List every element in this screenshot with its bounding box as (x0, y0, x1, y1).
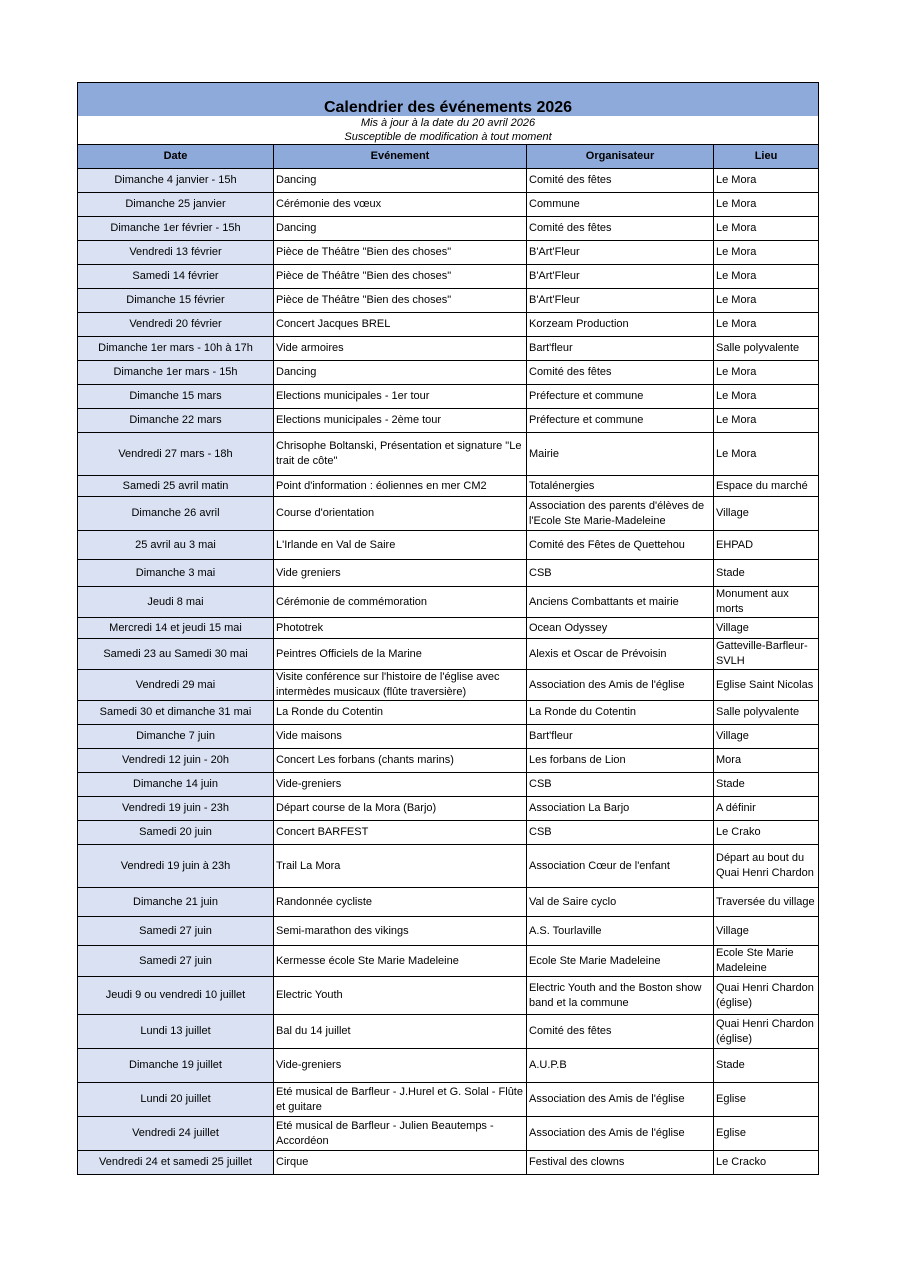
cell-place: Le Mora (714, 409, 819, 433)
cell-organizer: Ocean Odyssey (527, 618, 714, 639)
cell-organizer: A.U.P.B (527, 1049, 714, 1083)
cell-date: Dimanche 26 avril (78, 497, 274, 531)
cell-event: Dancing (274, 169, 527, 193)
cell-organizer: Commune (527, 193, 714, 217)
cell-date: Samedi 27 juin (78, 917, 274, 946)
cell-event: Dancing (274, 361, 527, 385)
cell-event: Phototrek (274, 618, 527, 639)
cell-organizer: Association La Barjo (527, 797, 714, 821)
cell-date: Samedi 25 avril matin (78, 476, 274, 497)
table-row (78, 433, 819, 476)
cell-date: Dimanche 1er mars - 15h (78, 361, 274, 385)
cell-event: Chrisophe Boltanski, Présentation et signature "Le trait de côte" (274, 433, 527, 476)
cell-event: Semi-marathon des vikings (274, 917, 527, 946)
cell-event: Pièce de Théâtre "Bien des choses" (274, 265, 527, 289)
header-date: Date (78, 145, 274, 169)
cell-place: Village (714, 917, 819, 946)
cell-date: Samedi 30 et dimanche 31 mai (78, 701, 274, 725)
cell-organizer: Val de Saire cyclo (527, 888, 714, 917)
calendar-title: Calendrier des événements 2026 (78, 83, 819, 117)
cell-place: Espace du marché (714, 476, 819, 497)
cell-date: Vendredi 12 juin - 20h (78, 749, 274, 773)
table-row (78, 193, 819, 217)
table-row (78, 265, 819, 289)
cell-event: Concert Jacques BREL (274, 313, 527, 337)
cell-place: Le Mora (714, 169, 819, 193)
table-row (78, 701, 819, 725)
table-row (78, 169, 819, 193)
cell-place: Le Cracko (714, 1151, 819, 1175)
cell-place: Le Mora (714, 313, 819, 337)
cell-organizer: A.S. Tourlaville (527, 917, 714, 946)
cell-place: Stade (714, 1049, 819, 1083)
cell-event: L'Irlande en Val de Saire (274, 531, 527, 560)
cell-organizer: B'Art'Fleur (527, 289, 714, 313)
cell-organizer: Association des Amis de l'église (527, 1083, 714, 1117)
cell-event: Peintres Officiels de la Marine (274, 639, 527, 670)
cell-date: Vendredi 29 mai (78, 670, 274, 701)
header-organizer: Organisateur (527, 145, 714, 169)
cell-place: Eglise (714, 1117, 819, 1151)
table-row (78, 670, 819, 701)
cell-event: Vide-greniers (274, 1049, 527, 1083)
cell-event: Vide armoires (274, 337, 527, 361)
cell-organizer: Association Cœur de l'enfant (527, 845, 714, 888)
cell-event: Vide-greniers (274, 773, 527, 797)
cell-event: Cérémonie des vœux (274, 193, 527, 217)
cell-date: Samedi 23 au Samedi 30 mai (78, 639, 274, 670)
table-row (78, 497, 819, 531)
cell-date: Dimanche 22 mars (78, 409, 274, 433)
cell-event: Course d'orientation (274, 497, 527, 531)
cell-date: Jeudi 9 ou vendredi 10 juillet (78, 977, 274, 1015)
cell-date: Vendredi 13 février (78, 241, 274, 265)
table-row (78, 639, 819, 670)
table-row (78, 749, 819, 773)
cell-date: Dimanche 15 mars (78, 385, 274, 409)
cell-place: Quai Henri Chardon (église) (714, 977, 819, 1015)
cell-event: Concert Les forbans (chants marins) (274, 749, 527, 773)
cell-date: Dimanche 4 janvier - 15h (78, 169, 274, 193)
cell-organizer: B'Art'Fleur (527, 265, 714, 289)
table-row (78, 560, 819, 587)
cell-date: Jeudi 8 mai (78, 587, 274, 618)
cell-date: Lundi 13 juillet (78, 1015, 274, 1049)
cell-event: Dancing (274, 217, 527, 241)
cell-organizer: Korzeam Production (527, 313, 714, 337)
cell-event: Electric Youth (274, 977, 527, 1015)
cell-event: Cérémonie de commémoration (274, 587, 527, 618)
cell-organizer: Comité des Fêtes de Quettehou (527, 531, 714, 560)
cell-date: Dimanche 19 juillet (78, 1049, 274, 1083)
cell-event: Cirque (274, 1151, 527, 1175)
table-row (78, 1117, 819, 1151)
cell-organizer: Association des Amis de l'église (527, 1117, 714, 1151)
cell-place: Le Mora (714, 193, 819, 217)
cell-organizer: Comité des fêtes (527, 217, 714, 241)
cell-event: Pièce de Théâtre "Bien des choses" (274, 289, 527, 313)
table-row (78, 845, 819, 888)
table-row (78, 821, 819, 845)
cell-organizer: CSB (527, 773, 714, 797)
table-row (78, 587, 819, 618)
table-row (78, 361, 819, 385)
cell-event: Elections municipales - 2ème tour (274, 409, 527, 433)
cell-event: Départ course de la Mora (Barjo) (274, 797, 527, 821)
table-row (78, 888, 819, 917)
cell-date: Vendredi 19 juin - 23h (78, 797, 274, 821)
cell-place: Départ au bout du Quai Henri Chardon (714, 845, 819, 888)
cell-organizer: CSB (527, 560, 714, 587)
cell-organizer: Comité des fêtes (527, 361, 714, 385)
cell-event: Elections municipales - 1er tour (274, 385, 527, 409)
table-row (78, 725, 819, 749)
table-row (78, 337, 819, 361)
header-place: Lieu (714, 145, 819, 169)
cell-organizer: Alexis et Oscar de Prévoisin (527, 639, 714, 670)
cell-date: Dimanche 21 juin (78, 888, 274, 917)
cell-date: Vendredi 19 juin à 23h (78, 845, 274, 888)
table-row (78, 1083, 819, 1117)
cell-organizer: B'Art'Fleur (527, 241, 714, 265)
table-row (78, 241, 819, 265)
cell-organizer: Totalénergies (527, 476, 714, 497)
cell-place: Salle polyvalente (714, 701, 819, 725)
cell-place: EHPAD (714, 531, 819, 560)
cell-event: Trail La Mora (274, 845, 527, 888)
modification-note: Susceptible de modification à tout moment (78, 130, 819, 145)
cell-organizer: Comité des fêtes (527, 169, 714, 193)
cell-date: Dimanche 7 juin (78, 725, 274, 749)
cell-organizer: Préfecture et commune (527, 409, 714, 433)
table-row (78, 946, 819, 977)
cell-place: Le Crako (714, 821, 819, 845)
cell-event: Bal du 14 juillet (274, 1015, 527, 1049)
cell-event: Point d'information : éoliennes en mer CM2 (274, 476, 527, 497)
cell-date: Lundi 20 juillet (78, 1083, 274, 1117)
cell-organizer: Mairie (527, 433, 714, 476)
table-row (78, 1049, 819, 1083)
cell-organizer: Bart'fleur (527, 725, 714, 749)
cell-place: Le Mora (714, 289, 819, 313)
events-table (77, 82, 819, 1175)
cell-date: Vendredi 20 février (78, 313, 274, 337)
cell-event: Concert BARFEST (274, 821, 527, 845)
table-row (78, 618, 819, 639)
cell-place: Le Mora (714, 217, 819, 241)
cell-event: Pièce de Théâtre "Bien des choses" (274, 241, 527, 265)
cell-date: 25 avril au 3 mai (78, 531, 274, 560)
cell-event: Visite conférence sur l'histoire de l'église avec intermèdes musicaux (flûte traversière) (274, 670, 527, 701)
cell-date: Dimanche 1er février - 15h (78, 217, 274, 241)
cell-place: Salle polyvalente (714, 337, 819, 361)
cell-organizer: La Ronde du Cotentin (527, 701, 714, 725)
cell-event: La Ronde du Cotentin (274, 701, 527, 725)
cell-date: Samedi 14 février (78, 265, 274, 289)
cell-organizer: Ecole Ste Marie Madeleine (527, 946, 714, 977)
cell-place: Stade (714, 773, 819, 797)
cell-place: Gatteville-Barfleur-SVLH (714, 639, 819, 670)
cell-date: Mercredi 14 et jeudi 15 mai (78, 618, 274, 639)
cell-date: Dimanche 3 mai (78, 560, 274, 587)
cell-event: Randonnée cycliste (274, 888, 527, 917)
cell-date: Vendredi 27 mars - 18h (78, 433, 274, 476)
cell-event: Vide maisons (274, 725, 527, 749)
cell-organizer: Association des parents d'élèves de l'Ecole Ste Marie-Madeleine (527, 497, 714, 531)
cell-place: Le Mora (714, 361, 819, 385)
cell-date: Vendredi 24 et samedi 25 juillet (78, 1151, 274, 1175)
table-row (78, 977, 819, 1015)
table-row (78, 1151, 819, 1175)
cell-place: Village (714, 725, 819, 749)
table-row (78, 476, 819, 497)
cell-event: Kermesse école Ste Marie Madeleine (274, 946, 527, 977)
cell-date: Vendredi 24 juillet (78, 1117, 274, 1151)
table-row (78, 917, 819, 946)
cell-organizer: Comité des fêtes (527, 1015, 714, 1049)
cell-place: Village (714, 497, 819, 531)
cell-place: Ecole Ste Marie Madeleine (714, 946, 819, 977)
table-row (78, 385, 819, 409)
table-row (78, 531, 819, 560)
cell-organizer: Préfecture et commune (527, 385, 714, 409)
cell-organizer: Festival des clowns (527, 1151, 714, 1175)
cell-organizer: Association des Amis de l'église (527, 670, 714, 701)
cell-organizer: Electric Youth and the Boston show band et la commune (527, 977, 714, 1015)
cell-place: Quai Henri Chardon (église) (714, 1015, 819, 1049)
cell-place: Mora (714, 749, 819, 773)
table-row (78, 409, 819, 433)
cell-place: Le Mora (714, 241, 819, 265)
table-row (78, 1015, 819, 1049)
update-date-note: Mis à jour à la date du 20 avril 2026 (78, 116, 819, 130)
cell-place: Traversée du village (714, 888, 819, 917)
cell-place: Eglise (714, 1083, 819, 1117)
cell-place: Village (714, 618, 819, 639)
cell-date: Dimanche 25 janvier (78, 193, 274, 217)
events-calendar-sheet (77, 82, 818, 1175)
cell-place: Monument aux morts (714, 587, 819, 618)
table-row (78, 217, 819, 241)
table-row (78, 797, 819, 821)
cell-organizer: Les forbans de Lion (527, 749, 714, 773)
table-row (78, 773, 819, 797)
cell-place: Le Mora (714, 265, 819, 289)
cell-organizer: CSB (527, 821, 714, 845)
cell-date: Dimanche 14 juin (78, 773, 274, 797)
header-event: Evénement (274, 145, 527, 169)
cell-organizer: Bart'fleur (527, 337, 714, 361)
cell-place: Eglise Saint Nicolas (714, 670, 819, 701)
table-row (78, 313, 819, 337)
cell-place: Le Mora (714, 385, 819, 409)
cell-event: Eté musical de Barfleur - Julien Beautemps - Accordéon (274, 1117, 527, 1151)
cell-date: Samedi 27 juin (78, 946, 274, 977)
cell-event: Eté musical de Barfleur - J.Hurel et G. Solal - Flûte et guitare (274, 1083, 527, 1117)
cell-place: Le Mora (714, 433, 819, 476)
cell-place: Stade (714, 560, 819, 587)
cell-organizer: Anciens Combattants et mairie (527, 587, 714, 618)
table-row (78, 289, 819, 313)
cell-date: Dimanche 15 février (78, 289, 274, 313)
cell-place: A définir (714, 797, 819, 821)
cell-date: Dimanche 1er mars - 10h à 17h (78, 337, 274, 361)
cell-date: Samedi 20 juin (78, 821, 274, 845)
cell-event: Vide greniers (274, 560, 527, 587)
